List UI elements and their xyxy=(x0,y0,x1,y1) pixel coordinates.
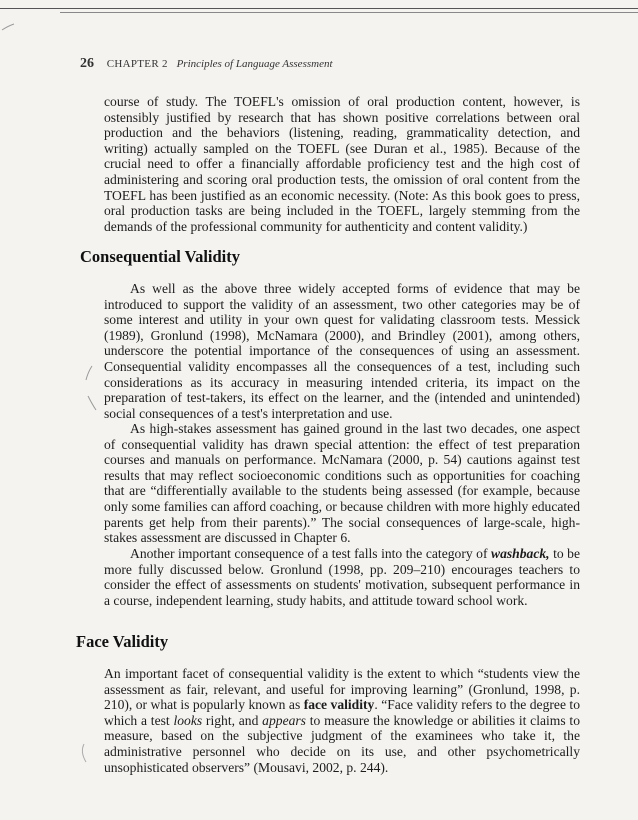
heading-consequential-validity: Consequential Validity xyxy=(80,247,241,266)
face-text-a: An important facet of consequential validity is the extent to which “students view the assessment as fair, relevant, and useful for improving learning” (Gronlund, 1998, p. 210), or what is popularly known as xyxy=(104,666,580,713)
face-validity-paragraph xyxy=(104,666,580,775)
running-header xyxy=(80,56,600,72)
face-text-d: to measure the knowledge or abilities it claims to measure, based on the subjective judgment of the examinees who take it, the administrative personnel who decide on its use, and other psychometrically unsophisticated observers” (Mousavi, 2002, p. 244). xyxy=(104,712,580,775)
face-text-c: right, and xyxy=(202,712,263,728)
consequential-paragraph-2: As high-stakes assessment has gained ground in the last two decades, one aspect of consequential validity has drawn special attention: the effect of test preparation courses and manuals on performance. McNamara (2000, p. 54) cautions against test results that may reflect socioeconomic conditions such as opportunities for coaching that are “differentially available to the students being assessed (for example, because only some families can afford coaching, or because children with more highly educated parents get help from their parents).” The social consequences of large-scale, high-stakes assessment are discussed in Chapter 6. xyxy=(104,421,580,546)
washback-text-after: to be more fully discussed below. Gronlund (1998, pp. 209–210) encourages teachers to consider the effect of assessments on students' motivation, subsequent performance in a course, independent learning, study habits, and attitude toward school work. xyxy=(104,546,580,608)
chapter-title: Principles of Language Assessment xyxy=(176,58,333,70)
consequential-paragraph-3 xyxy=(104,546,580,608)
chapter-label: CHAPTER 2 xyxy=(106,58,168,70)
appears-term: appears xyxy=(262,712,306,728)
face-text-b: . “Face validity refers to the degree to which a test xyxy=(104,697,580,728)
washback-term: washback, xyxy=(491,546,550,561)
heading-face-validity: Face Validity xyxy=(76,632,169,651)
consequential-paragraph-1: As well as the above three widely accepted forms of evidence that may be introduced to support the validity of an assessment, two other categories may be of some interest and utility in your own quest for validating classroom tests. Messick (1989), Gronlund (1998), McNamara (2000), and Brindley (2001), among others, underscore the potential importance of the consequences of using an assessment. Consequential validity encompasses all the consequences of a test, including such considerations as its accuracy in measuring intended criteria, its impact on the preparation of test-takers, its effect on the learner, and the (intended and unintended) social consequences of a test's interpretation and use. xyxy=(104,281,580,421)
washback-text-before: Another important consequence of a test falls into the category of xyxy=(130,546,492,561)
top-edge-rule xyxy=(0,8,638,9)
top-edge-rule-secondary xyxy=(60,12,638,13)
page-number: 26 xyxy=(80,56,94,71)
intro-paragraph: course of study. The TOEFL's omission of oral production content, however, is ostensibly justified by research that has shown positive correlations between oral production and the behaviors (listening, reading, grammaticality detection, and writing) actually sampled on the TOEFL (see Duran et al., 1985). Because of the crucial need to offer a financially affordable proficiency test and the high cost of administering and scoring oral production tests, the omission of oral content from the TOEFL has been justified as an economic necessity. (Note: As this book goes to press, oral production tasks are being included in the TOEFL, largely stemming from the demands of the professional community for authenticity and content validity.) xyxy=(104,94,580,234)
face-validity-term: face validity xyxy=(303,697,375,713)
looks-term: looks xyxy=(173,712,203,728)
